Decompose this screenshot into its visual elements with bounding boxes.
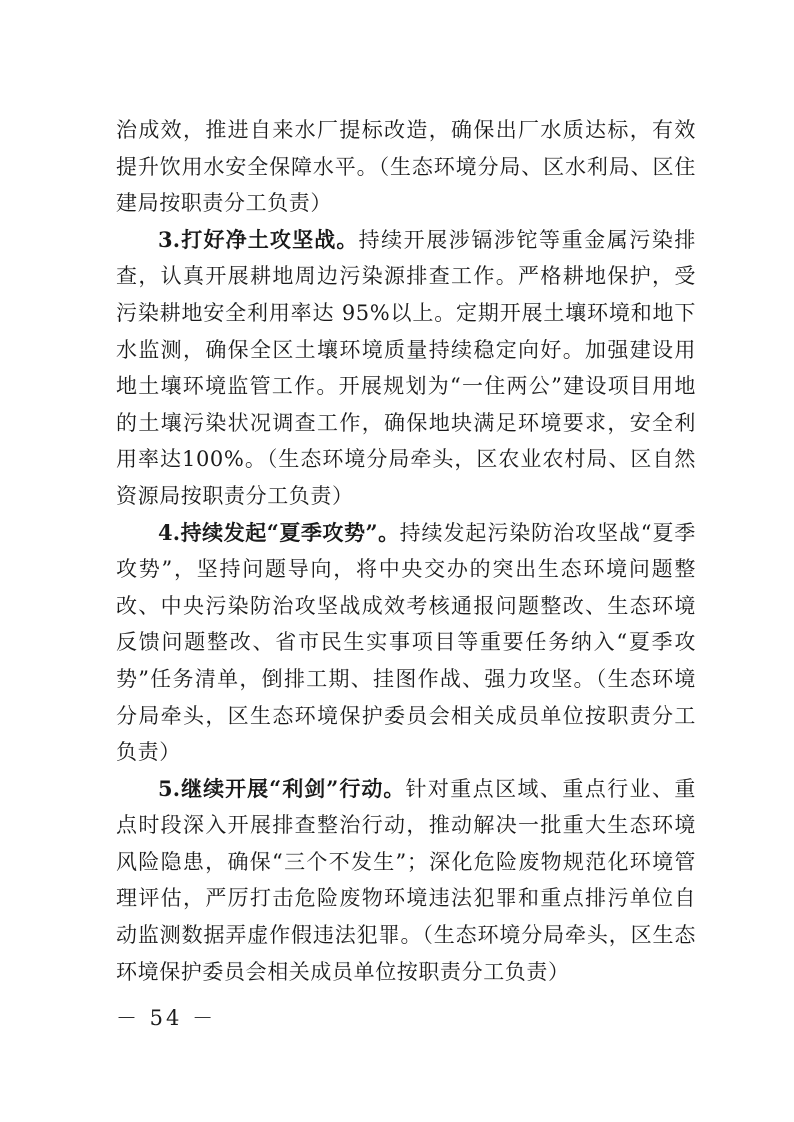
paragraph-section-3: [116, 222, 696, 515]
paragraph-body: 治成效，推进自来水厂提标改造，确保出厂水质达标，有效提升饮用水安全保障水平。（生态环境分局、区水利局、区住建局按职责分工负责）: [116, 118, 696, 216]
section-heading: 5.继续开展“利剑”行动。: [158, 775, 406, 801]
paragraph-body: 针对重点区域、重点行业、重点时段深入开展排查整治行动，推动解决一批重大生态环境风险隐患，确保“三个不发生”；深化危险废物规范化环境管理评估，严厉打击危险废物环境违法犯罪和重点排污单位自动监测数据弄虚作假违法犯罪。（生态环境分局牵头，区生态环境保护委员会相关成员单位按职责分工负责）: [116, 776, 696, 984]
paragraph-body: 持续发起污染防治攻坚战“夏季攻势”，坚持问题导向，将中央交办的突出生态环境问题整改、中央污染防治攻坚战成效考核通报问题整改、生态环境反馈问题整改、省市民生实事项目等重要任务纳入“夏季攻势”任务清单，倒排工期、挂图作战、强力攻坚。（生态环境分局牵头，区生态环境保护委员会相关成员单位按职责分工负责）: [116, 520, 696, 765]
page-number: － 54 －: [116, 1006, 217, 1030]
section-heading: 4.持续发起“夏季攻势”。: [158, 519, 400, 545]
section-heading: 3.打好净土攻坚战。: [158, 226, 359, 252]
paragraph-section-5: [116, 771, 696, 991]
paragraph-body: 持续开展涉镉涉铊等重金属污染排查，认真开展耕地周边污染源排查工作。严格耕地保护，受污染耕地安全利用率达 95%以上。定期开展土壤环境和地下水监测，确保全区土壤环境质量持续稳定向好。加强建设用地土壤环境监管工作。开展规划为“一住两公”建设项目用地的土壤污染状况调查工作，确保地块满足环境要求，安全利用率达100%。（生态环境分局牵头，区农业农村局、区自然资源局按职责分工负责）: [116, 227, 696, 508]
paragraph-continuation: [116, 112, 696, 222]
paragraph-section-4: [116, 515, 696, 771]
document-body: [116, 112, 696, 990]
